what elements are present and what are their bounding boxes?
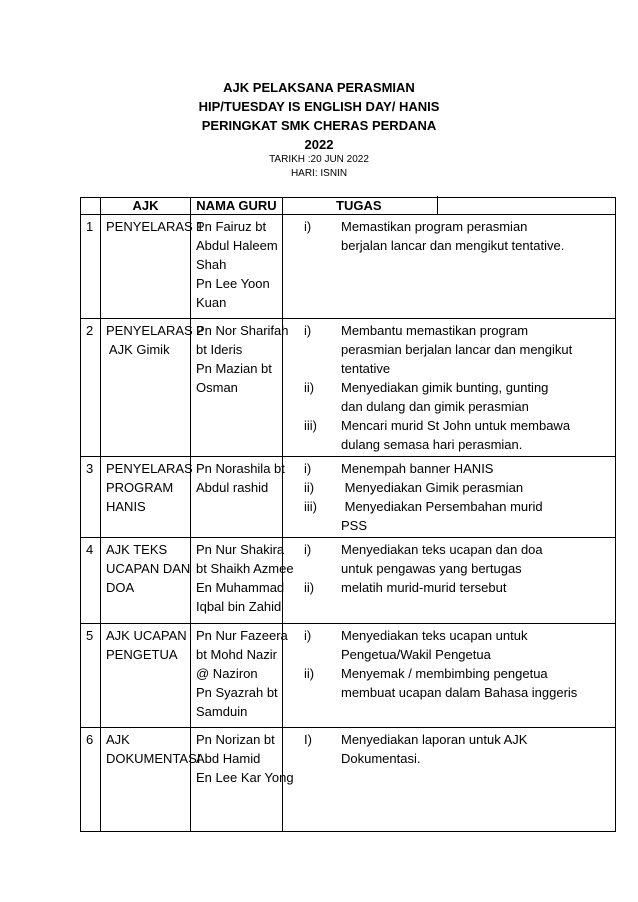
tugas-item-text: PSS: [341, 518, 368, 533]
ajk-cell-line: PENYELARAS: [106, 461, 193, 476]
tugas-item-number: ii): [304, 480, 315, 495]
ajk-cell-line: AJK: [106, 732, 130, 747]
tugas-item-text: perasmian berjalan lancar dan mengikut: [341, 342, 573, 357]
ajk-cell-line: PENYELARAS 2: [106, 323, 204, 338]
tugas-item-text: membuat ucapan dalam Bahasa inggeris: [341, 685, 578, 700]
tugas-item-text: Pengetua/Wakil Pengetua: [341, 647, 491, 662]
tugas-item-text: Memastikan program perasmian: [341, 219, 528, 234]
title-year: 2022: [304, 137, 334, 152]
day-line: HARI: ISNIN: [290, 168, 348, 179]
tugas-item: [304, 664, 610, 702]
guru-cell-line: Samduin: [196, 704, 248, 719]
header-tugas: [283, 198, 616, 215]
ajk-cell-line: DOKUMENTASI: [106, 751, 201, 766]
tugas-item-text: Menyediakan gimik bunting, gunting: [341, 380, 549, 395]
table-header-row: [81, 198, 616, 215]
date-line: TARIKH :20 JUN 2022: [269, 154, 369, 165]
guru-cell: [191, 538, 294, 624]
tugas-cell: [283, 624, 616, 728]
tugas-item-text: Menyediakan teks ucapan untuk: [341, 628, 528, 643]
tugas-item: [304, 497, 610, 535]
tugas-cell: [283, 538, 616, 624]
table-row: [81, 728, 616, 832]
tugas-item: [304, 217, 610, 255]
guru-cell-line: Iqbal bin Zahid: [196, 599, 282, 614]
tugas-item-text: Membantu memastikan program: [341, 323, 529, 338]
tugas-item-number: I): [304, 732, 312, 747]
tugas-item-text: melatih murid-murid tersebut: [341, 580, 507, 595]
tugas-item-number: i): [304, 219, 312, 234]
tugas-cell: [283, 728, 616, 832]
guru-cell-line: bt Mohd Nazir: [196, 647, 277, 662]
guru-cell-line: Abdul rashid: [196, 480, 269, 495]
ajk-cell-line: AJK UCAPAN: [106, 628, 187, 643]
tugas-item: [304, 459, 610, 478]
guru-cell: [191, 728, 294, 832]
tugas-item-number: i): [304, 461, 312, 476]
ajk-cell-line: AJK Gimik: [106, 342, 170, 357]
ajk-cell: [101, 538, 191, 624]
header-tugas-label: TUGAS: [336, 198, 382, 213]
guru-cell-line: Pn Syazrah bt: [196, 685, 278, 700]
tugas-cell: [283, 215, 616, 319]
tugas-item-text: Menempah banner HANIS: [341, 461, 494, 476]
ajk-cell: [101, 624, 191, 728]
table-row: [81, 538, 616, 624]
committee-table: [80, 197, 616, 832]
guru-cell: [191, 215, 283, 319]
guru-cell-line: Kuan: [196, 295, 227, 310]
guru-cell-line: Pn Fairuz bt: [196, 219, 267, 234]
guru-cell-line: En Muhammad: [196, 580, 285, 595]
guru-cell: [191, 457, 283, 538]
tugas-item-text: Menyediakan teks ucapan dan doa: [341, 542, 543, 557]
tugas-item-number: i): [304, 323, 312, 338]
ajk-cell: [101, 319, 204, 457]
header-no: [81, 198, 101, 215]
tugas-item-number: i): [304, 628, 312, 643]
tugas-item-text: untuk pengawas yang bertugas: [341, 561, 522, 576]
guru-cell-line: Shah: [196, 257, 227, 272]
header-nama-guru: NAMA GURU: [191, 198, 283, 215]
ajk-cell-line: UCAPAN DAN: [106, 561, 191, 576]
ajk-cell-line: AJK TEKS: [106, 542, 168, 557]
guru-cell-line: Pn Mazian bt: [196, 361, 272, 376]
guru-cell-line: Pn Nor Sharifah: [196, 323, 289, 338]
table-row: [81, 457, 616, 538]
guru-cell-line: Pn Norizan bt: [196, 732, 275, 747]
tugas-item-text: Menyediakan laporan untuk AJK: [341, 732, 528, 747]
guru-cell: [191, 319, 289, 457]
guru-cell-line: @ Naziron: [196, 666, 258, 681]
title-line-1: AJK PELAKSANA PERASMIAN: [223, 80, 415, 95]
header-divider: [437, 196, 438, 214]
guru-cell-line: Abd Hamid: [196, 751, 261, 766]
tugas-item-text: dan dulang dan gimik perasmian: [341, 399, 529, 414]
tugas-item-text: Mencari murid St John untuk membawa: [341, 418, 571, 433]
row-number: 1: [81, 215, 101, 319]
tugas-item-number: iii): [304, 418, 317, 433]
ajk-cell: [101, 215, 204, 319]
tugas-item: [304, 540, 610, 578]
ajk-cell-line: PROGRAM: [106, 480, 174, 495]
ajk-cell-line: PENGETUA: [106, 647, 178, 662]
guru-cell-line: Pn Lee Yoon: [196, 276, 270, 291]
row-number: 3: [81, 457, 101, 538]
tugas-item-number: iii): [304, 499, 317, 514]
guru-cell-line: Pn Nur Shakira: [196, 542, 285, 557]
ajk-cell-line: DOA: [106, 580, 135, 595]
guru-cell-line: bt Ideris: [196, 342, 243, 357]
guru-cell-line: Abdul Haleem: [196, 238, 278, 253]
table-row: [81, 319, 616, 457]
title-line-3: PERINGKAT SMK CHERAS PERDANA: [201, 118, 437, 133]
tugas-item: [304, 578, 610, 597]
tugas-item-text: tentative: [341, 361, 391, 376]
ajk-cell: [101, 457, 191, 538]
tugas-item-text: Menyediakan Gimik perasmian: [341, 480, 524, 495]
tugas-item-number: ii): [304, 666, 315, 681]
row-number: 5: [81, 624, 101, 728]
row-number: 4: [81, 538, 101, 624]
row-number: 2: [81, 319, 101, 457]
ajk-cell-line: PENYELARAS 1: [106, 219, 204, 234]
tugas-item: [304, 730, 610, 768]
tugas-item-number: ii): [304, 380, 315, 395]
tugas-item-text: dulang semasa hari perasmian.: [341, 437, 523, 452]
guru-cell-line: Osman: [196, 380, 238, 395]
tugas-item-text: Menyemak / membimbing pengetua: [341, 666, 548, 681]
table-row: [81, 215, 616, 319]
title-line-2: HIP/TUESDAY IS ENGLISH DAY/ HANIS: [198, 99, 440, 114]
header-ajk: AJK: [101, 198, 191, 215]
table-body: [81, 215, 616, 832]
guru-cell-line: bt Shaikh Azmee: [196, 561, 294, 576]
tugas-item-number: ii): [304, 580, 315, 595]
ajk-cell-line: HANIS: [106, 499, 146, 514]
ajk-cell: [101, 728, 201, 832]
guru-cell-line: Pn Nur Fazeera: [196, 628, 288, 643]
guru-cell: [191, 624, 288, 728]
table-row: [81, 624, 616, 728]
tugas-item-text: Menyediakan Persembahan murid: [341, 499, 543, 514]
tugas-cell: [283, 457, 616, 538]
tugas-item: [304, 321, 610, 378]
guru-cell-line: Pn Norashila bt: [196, 461, 285, 476]
tugas-item: [304, 416, 610, 454]
row-number: 6: [81, 728, 101, 832]
tugas-item-text: Dokumentasi.: [341, 751, 421, 766]
guru-cell-line: En Lee Kar Yong: [196, 770, 294, 785]
tugas-item: [304, 378, 610, 416]
tugas-item-text: berjalan lancar dan mengikut tentative.: [341, 238, 565, 253]
tugas-item: [304, 626, 610, 664]
tugas-item-number: i): [304, 542, 312, 557]
tugas-cell: [283, 319, 616, 457]
tugas-item: [304, 478, 610, 497]
